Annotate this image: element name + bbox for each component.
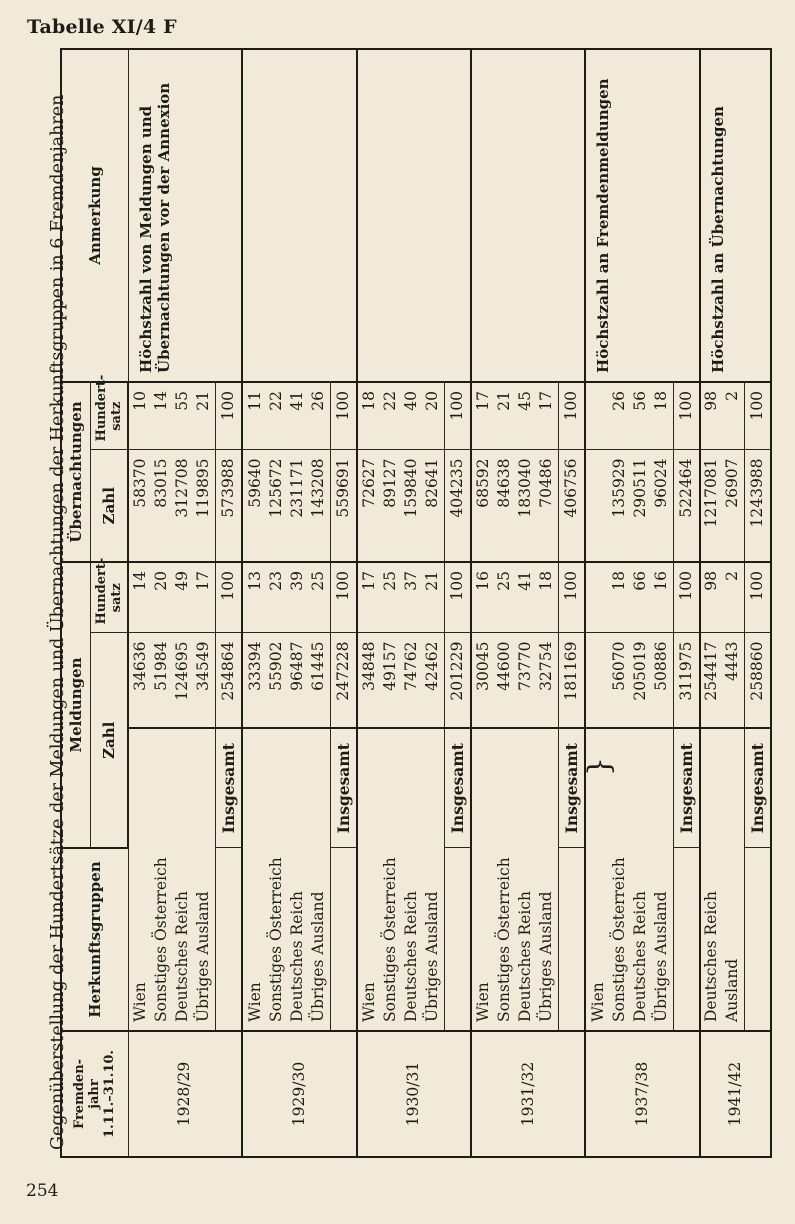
- m-pct-cell: 17 25 37 21: [357, 562, 445, 633]
- table-row: [700, 49, 745, 1157]
- table-row: [242, 49, 330, 1157]
- m-pct-cell: 98 2: [700, 562, 745, 633]
- spacer-cell: [673, 848, 700, 1031]
- m-pct-cell: 16 25 41 18: [471, 562, 559, 633]
- u-total-pct-cell: 100: [445, 382, 472, 450]
- groups-cell: Deutsches Reich Ausland: [700, 728, 745, 1031]
- year-cell: 1937/38: [585, 1031, 699, 1157]
- groups-cell-with-brace: [581, 728, 673, 1031]
- groups-cell: Wien Sonstiges Österreich Deutsches Reich Übriges Ausland: [128, 728, 216, 1031]
- spacer-cell: [445, 848, 472, 1031]
- m-total-pct-cell: 100: [216, 562, 243, 633]
- m-total-pct-cell: 100: [330, 562, 357, 633]
- total-label: Insgesamt: [745, 728, 772, 848]
- total-label: Insgesamt: [445, 728, 472, 848]
- table-row: [128, 49, 216, 1157]
- total-label: Insgesamt: [559, 728, 586, 848]
- brace-icon: }: [581, 757, 617, 777]
- header-u-pct: Hundert- satz: [91, 382, 129, 450]
- table-label: Tabelle XI/4 F: [27, 16, 177, 38]
- u-total-pct-cell: 100: [745, 382, 772, 450]
- m-zahl-cell: 34636 51984 124695 34549: [128, 633, 216, 728]
- table-row: [471, 49, 559, 1157]
- u-total-pct-cell: 100: [216, 382, 243, 450]
- spacer-cell: [745, 848, 772, 1031]
- groups-cell: Wien Sonstiges Österreich Deutsches Reich Übriges Ausland: [471, 728, 559, 1031]
- year-cell: 1941/42: [700, 1031, 771, 1157]
- u-total-cell: 406756: [559, 450, 586, 562]
- u-pct-cell: 18 22 40 20: [357, 382, 445, 450]
- header-m-pct: Hundert- satz: [91, 562, 129, 633]
- groups-cell: Wien Sonstiges Österreich Deutsches Reich Übriges Ausland: [357, 728, 445, 1031]
- m-total-cell: 311975: [673, 633, 700, 728]
- note-cell: Höchstzahl an Fremdenmeldungen: [585, 49, 699, 382]
- m-pct-cell: 13 23 39 25: [242, 562, 330, 633]
- u-total-cell: 522464: [673, 450, 700, 562]
- spacer-cell: [216, 848, 243, 1031]
- note-cell: [471, 49, 585, 382]
- note-cell: [357, 49, 471, 382]
- total-label: Insgesamt: [216, 728, 243, 848]
- header-m-zahl: Zahl: [91, 633, 129, 848]
- year-cell: 1929/30: [242, 1031, 356, 1157]
- statistics-table: [60, 48, 772, 1158]
- m-zahl-cell: 254417 4443: [700, 633, 745, 728]
- u-total-pct-cell: 100: [673, 382, 700, 450]
- u-zahl-cell: 58370 83015 312708 119895: [128, 450, 216, 562]
- header-anmerkung: Anmerkung: [61, 49, 128, 382]
- m-zahl-cell: 34848 49157 74762 42462: [357, 633, 445, 728]
- m-zahl-cell: 33394 55902 96487 61445: [242, 633, 330, 728]
- m-zahl-cell: 56070 205019 50886: [585, 633, 673, 728]
- header-year: Fremden- jahr 1.11.–31.10.: [61, 1031, 128, 1157]
- u-pct-cell: 98 2: [700, 382, 745, 450]
- note-cell: [242, 49, 356, 382]
- spacer-cell: [559, 848, 586, 1031]
- u-pct-cell: 26 56 18: [585, 382, 673, 450]
- m-pct-cell: 18 66 16: [585, 562, 673, 633]
- header-groups: Herkunftsgruppen: [61, 848, 128, 1031]
- m-total-cell: 247228: [330, 633, 357, 728]
- header-meldungen: Meldungen: [61, 562, 91, 848]
- u-zahl-cell: 1217081 26907: [700, 450, 745, 562]
- table-caption: Gegenüberstellung der Hundertsätze der Meldungen und Übernachtungen der Herkunftsgruppen in 6 Fremdenjahren: [48, 94, 68, 1150]
- groups-text: Wien Sonstiges Österreich Deutsches Reich Übriges Ausland: [588, 857, 670, 1022]
- note-cell: Höchstzahl an Übernachtungen: [700, 49, 771, 382]
- u-total-pct-cell: 100: [330, 382, 357, 450]
- year-cell: 1930/31: [357, 1031, 471, 1157]
- u-total-cell: 404235: [445, 450, 472, 562]
- m-total-cell: 258860: [745, 633, 772, 728]
- total-label: Insgesamt: [673, 728, 700, 848]
- page-number: 254: [26, 1181, 59, 1201]
- m-total-pct-cell: 100: [673, 562, 700, 633]
- header-uebernachtungen: Übernachtungen: [61, 382, 91, 562]
- u-pct-cell: 11 22 41 26: [242, 382, 330, 450]
- table-row: [357, 49, 445, 1157]
- u-total-pct-cell: 100: [559, 382, 586, 450]
- m-total-pct-cell: 100: [445, 562, 472, 633]
- m-total-pct-cell: 100: [745, 562, 772, 633]
- m-pct-cell: 14 20 49 17: [128, 562, 216, 633]
- u-total-cell: 1243988: [745, 450, 772, 562]
- m-total-cell: 201229: [445, 633, 472, 728]
- m-zahl-cell: 30045 44600 73770 32754: [471, 633, 559, 728]
- header-u-zahl: Zahl: [91, 450, 129, 562]
- u-zahl-cell: 59640 125672 231171 143208: [242, 450, 330, 562]
- note-cell: Höchstzahl von Meldungen und Übernachtungen vor der Annexion: [128, 49, 242, 382]
- rotated-table-container: [60, 50, 772, 1158]
- u-zahl-cell: 68592 84638 183040 70486: [471, 450, 559, 562]
- year-cell: 1931/32: [471, 1031, 585, 1157]
- spacer-cell: [330, 848, 357, 1031]
- u-pct-cell: 17 21 45 17: [471, 382, 559, 450]
- u-zahl-cell: 72627 89127 159840 82641: [357, 450, 445, 562]
- u-zahl-cell: 135929 290511 96024: [585, 450, 673, 562]
- table-row: [585, 49, 673, 1157]
- total-label: Insgesamt: [330, 728, 357, 848]
- m-total-pct-cell: 100: [559, 562, 586, 633]
- groups-cell: Wien Sonstiges Österreich Deutsches Reich Übriges Ausland: [242, 728, 330, 1031]
- u-total-cell: 573988: [216, 450, 243, 562]
- u-pct-cell: 10 14 55 21: [128, 382, 216, 450]
- u-total-cell: 559691: [330, 450, 357, 562]
- m-total-cell: 254864: [216, 633, 243, 728]
- m-total-cell: 181169: [559, 633, 586, 728]
- year-cell: 1928/29: [128, 1031, 242, 1157]
